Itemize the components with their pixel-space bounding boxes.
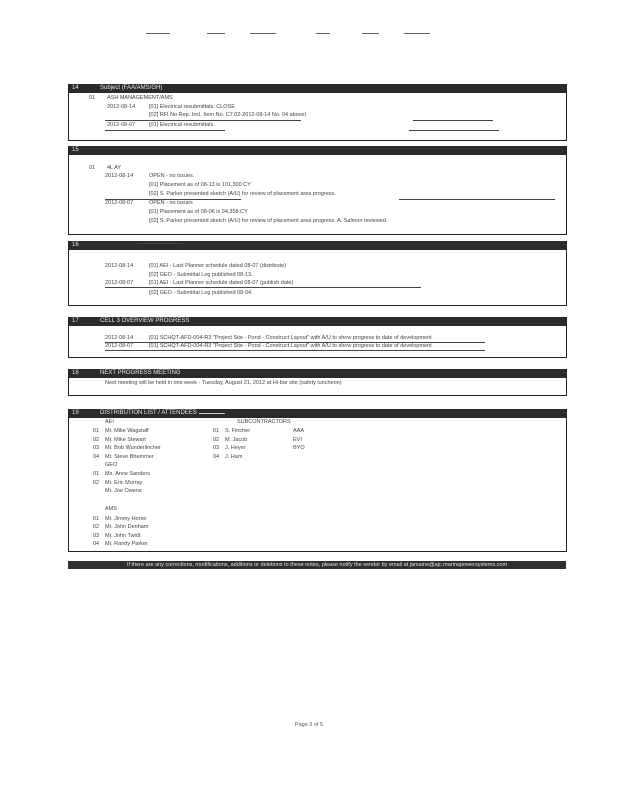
underline bbox=[105, 350, 485, 351]
entry-text: OPEN - no issues bbox=[149, 200, 193, 206]
entry-text: [02] RFI No Rep. Incl. Item No. C7.02-2012-08-14 No. 04 above) bbox=[149, 112, 307, 118]
entry-text: [01] Placement as of 08-06 is 94,358 CY bbox=[149, 209, 248, 215]
attendee-name: Mr. Jimmy Horse bbox=[105, 516, 147, 522]
item-number: 01 bbox=[89, 165, 96, 171]
attendee-name: Mr. Mike Wagstaff bbox=[105, 428, 149, 434]
section-number: 14 bbox=[72, 85, 79, 91]
attendee-number: 01 bbox=[93, 516, 100, 522]
attendee-name: S. Fincher bbox=[225, 428, 251, 434]
attendee-name: Mr. Mike Stewart bbox=[105, 437, 146, 443]
section-number: 17 bbox=[72, 318, 79, 324]
entry-date: 2012-08-14 bbox=[105, 335, 134, 341]
section-17 bbox=[68, 317, 567, 358]
entry-date: 2012-08-14 bbox=[107, 104, 136, 110]
entry-date: 2012-08-07 bbox=[105, 200, 134, 206]
meeting-note: Next meeting will be held in one week - Tuesday, August 21, 2012 at Hi-bar site (safety luncheon) bbox=[105, 380, 342, 386]
attendee-name: Mr. Steve Bhemmer bbox=[105, 454, 154, 460]
underline bbox=[409, 130, 499, 131]
attendee-name: M. Jacob bbox=[225, 437, 248, 443]
underline bbox=[199, 413, 225, 414]
attendee-org: EVI bbox=[293, 437, 302, 443]
section-number: 16 bbox=[72, 242, 79, 248]
entry-text: [01] SCHQT-AFD-004-R3 "Project Site - Pond - Construct Layout" with A/U to show progress to date of development bbox=[149, 335, 432, 341]
section-header bbox=[69, 146, 566, 155]
underline bbox=[105, 120, 301, 121]
section-header bbox=[69, 409, 566, 418]
section-number: 15 bbox=[72, 147, 79, 153]
entry-text: OPEN - no issues. bbox=[149, 173, 195, 179]
section-header bbox=[69, 317, 566, 326]
section-title: CELL 3 OVERVIEW PROGRESS bbox=[100, 318, 190, 324]
entry-date: 2012-08-07 bbox=[105, 280, 134, 286]
footer-notice: If there are any corrections, modifications, additions or deletions to these notes, please notify the sender by email at jamaine@ajc.marinapowersystems.com bbox=[68, 561, 566, 569]
entry-text: [01] AEI - Last Planner schedule dated 08-07 (publish date) bbox=[149, 280, 294, 286]
attendee-org: AAA bbox=[293, 428, 305, 434]
group-label-subcontractors: SUBCONTRACTORS bbox=[237, 419, 291, 425]
attendee-number: 04 bbox=[93, 454, 100, 460]
section-number: 18 bbox=[72, 370, 79, 376]
attendee-number: 02 bbox=[93, 437, 100, 443]
entry-text: [01] Electrical resubmittals. CLOSE bbox=[149, 104, 235, 110]
attendee-number: 03 bbox=[213, 445, 220, 451]
attendee-name: Mr. John Denham bbox=[105, 524, 149, 530]
attendee-number: 02 bbox=[213, 437, 220, 443]
underline bbox=[137, 243, 183, 244]
attendee-number: 01 bbox=[213, 428, 220, 434]
item-subtitle: 4L AY bbox=[107, 165, 122, 171]
entry-text: [01] Placement as of 08-13 is 101,300 CY bbox=[149, 182, 251, 188]
item-number: 01 bbox=[89, 95, 96, 101]
section-title: DISTRIBUTION LIST / ATTENDEES bbox=[100, 410, 197, 416]
attendee-number: 02 bbox=[93, 480, 100, 486]
entry-date: 2012-08-14 bbox=[105, 173, 134, 179]
section-header bbox=[69, 84, 566, 93]
entry-text: [02] S. Parker presented sketch (A/U) for review of placement area progress. A. Salmon reviewed. bbox=[149, 218, 388, 224]
entry-text: [02] GEO - Submittal Log published 08-13. bbox=[149, 272, 253, 278]
group-label-ams: AMS bbox=[105, 506, 117, 512]
attendee-number: 04 bbox=[93, 541, 100, 547]
attendee-name: Mr. Randy Parker bbox=[105, 541, 148, 547]
section-18 bbox=[68, 369, 567, 396]
entry-text: [02] GEO - Submittal Log published 08-04. bbox=[149, 290, 253, 296]
entry-date: 2012-08-07 bbox=[105, 343, 134, 349]
attendee-name: Ms. Anne Sanders bbox=[105, 471, 150, 477]
entry-text: [01] Electrical resubmittals. bbox=[149, 122, 215, 128]
attendee-name: J. Ham bbox=[225, 454, 243, 460]
section-title: Subject (FAA/AMS/GH) bbox=[100, 85, 163, 91]
attendee-name: J. Heyer bbox=[225, 445, 246, 451]
attendee-number: 01 bbox=[93, 428, 100, 434]
section-header bbox=[69, 369, 566, 378]
entry-text: [01] AEI - Last Planner schedule dated 08-07 (distribute) bbox=[149, 263, 286, 269]
group-label-geo: GEO bbox=[105, 462, 118, 468]
section-title: NEXT PROGRESS MEETING bbox=[100, 370, 181, 376]
entry-date: 2012-08-07 bbox=[107, 122, 136, 128]
entry-text: [02] S. Parker presented sketch (A/U) for review of placement area progress. bbox=[149, 191, 336, 197]
group-label-aei: AEI bbox=[105, 419, 114, 425]
attendee-name: Mr. John Twidt bbox=[105, 533, 141, 539]
page-number: Page 3 of 5 bbox=[294, 722, 324, 728]
section-14 bbox=[68, 84, 567, 141]
underline bbox=[399, 199, 555, 200]
attendee-name: Mr. Eric Murray bbox=[105, 480, 143, 486]
attendee-number: 04 bbox=[213, 454, 220, 460]
attendee-number: 01 bbox=[93, 471, 100, 477]
attendee-name: Mr. Joe Owens bbox=[105, 488, 142, 494]
attendee-number: 03 bbox=[93, 533, 100, 539]
section-15 bbox=[68, 146, 567, 235]
attendee-name: Mr. Bob Wunderlincher bbox=[105, 445, 161, 451]
item-subtitle: ASH MANAGEMENT/AMS bbox=[107, 95, 173, 101]
entry-date: 2012-08-14 bbox=[105, 263, 134, 269]
section-16 bbox=[68, 241, 567, 306]
section-19 bbox=[68, 409, 567, 552]
underline bbox=[413, 120, 493, 121]
attendee-number: 02 bbox=[93, 524, 100, 530]
section-number: 19 bbox=[72, 410, 79, 416]
underline bbox=[105, 130, 225, 131]
entry-text: [01] SCHQT-AFD-004-R3 "Project Site - Pond - Construct Layout" with A/U to show progress to date of development bbox=[149, 343, 432, 349]
attendee-number: 03 bbox=[93, 445, 100, 451]
underline bbox=[105, 287, 421, 288]
attendee-org: BYO bbox=[293, 445, 305, 451]
